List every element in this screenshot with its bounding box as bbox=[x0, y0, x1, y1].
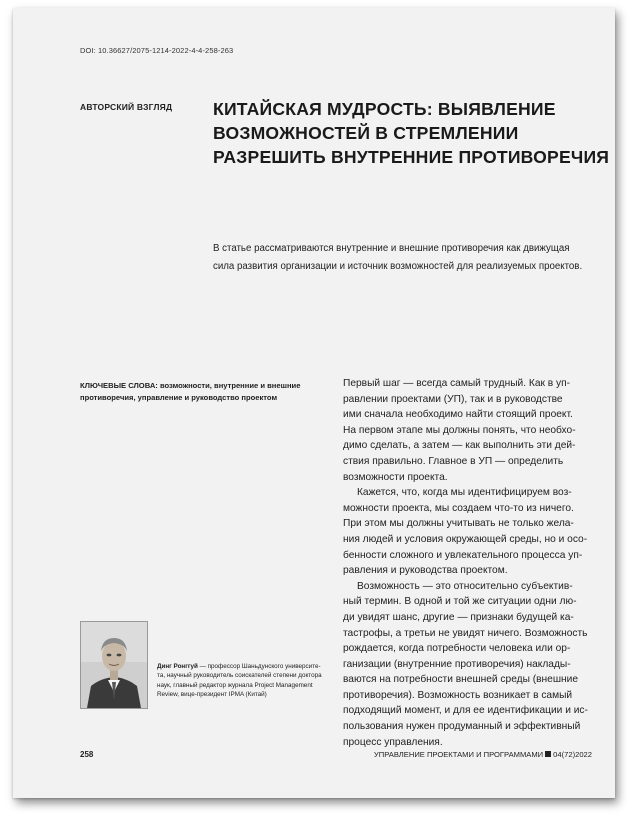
doi: DOI: 10.36627/2075-1214-2022-4-4-258-263 bbox=[80, 46, 234, 55]
author-name: Динг Ронггуй bbox=[157, 663, 198, 670]
title-line: КИТАЙСКАЯ МУДРОСТЬ: ВЫЯВЛЕНИЕ bbox=[213, 99, 556, 119]
body-line: ния людей и условия окружающей среды, но и осо- bbox=[343, 533, 588, 545]
body-line: равления и руководства проектом. bbox=[343, 565, 508, 577]
body-line: При этом мы должны учитывать не только жела- bbox=[343, 518, 574, 530]
page-number: 258 bbox=[80, 750, 94, 759]
body-line: пользования нужен продуманный и эффективный bbox=[343, 721, 581, 733]
bio-line: та, научный руководитель соискателей степени доктора bbox=[157, 672, 322, 680]
article-title bbox=[213, 97, 610, 169]
separator-square-icon bbox=[545, 751, 551, 757]
body-line: тастрофы, а третьи не увидят ничего. Возможность bbox=[343, 627, 588, 639]
body-line: Первый шаг — всегда самый трудный. Как в уп- bbox=[343, 378, 571, 389]
body-line: димо сделать, а затем — как выполнить эти дей- bbox=[343, 440, 576, 452]
body-line: ими сначала необходимо найти стоящий проект. bbox=[343, 409, 573, 421]
rubric: АВТОРСКИЙ ВЗГЛЯД bbox=[80, 102, 173, 112]
body-line: подходящий момент, и для ее идентификации и ис- bbox=[343, 705, 588, 717]
body-line: На первом этапе мы должны понять, что необхо- bbox=[343, 424, 576, 436]
keywords-line: противоречия, управление и руководство проектом bbox=[80, 392, 278, 402]
journal-page bbox=[13, 8, 615, 798]
bio-first-line bbox=[157, 662, 337, 671]
article-body bbox=[343, 376, 608, 750]
bio-line: — профессор Шаньдунского университе- bbox=[197, 663, 321, 670]
body-line: можности проекта, мы создаем что-то из ничего. bbox=[343, 502, 574, 514]
body-line: бенности сложного и увлекательного процесса уп- bbox=[343, 549, 583, 561]
bio-line: наук, главный редактор журнала Project Management bbox=[157, 681, 313, 689]
body-line: ди увидят шанс, другие — признаки будущей ка- bbox=[343, 611, 574, 623]
body-line: ганизации (внутренние противоречия) наклады- bbox=[343, 658, 571, 670]
body-line: процесс управления. bbox=[343, 736, 443, 748]
journal-name: УПРАВЛЕНИЕ ПРОЕКТАМИ И ПРОГРАММАМИ bbox=[373, 750, 544, 759]
bio-line: Review, вице-президент IPMA (Китай) bbox=[157, 691, 267, 699]
body-line: ный термин. В одной и той же ситуации одни лю- bbox=[343, 596, 577, 608]
body-line: Возможность — это относительно субъектив- bbox=[357, 580, 573, 592]
author-bio bbox=[157, 662, 337, 700]
title-line: РАЗРЕШИТЬ ВНУТРЕННИЕ ПРОТИВОРЕЧИЯ bbox=[213, 147, 610, 167]
abstract-line: сила развития организации и источник возможностей для реализуемых проектов. bbox=[213, 261, 583, 272]
journal-issue: 04(72)2022 bbox=[553, 750, 592, 759]
body-line: ваются на потребности внешней среды (внешние bbox=[343, 674, 578, 686]
body-line: возможности проекта. bbox=[343, 471, 448, 483]
body-line: противоречия). Возможность возникает в самый bbox=[343, 689, 573, 701]
body-line: Кажется, что, когда мы идентифицируем воз- bbox=[357, 487, 572, 499]
abstract bbox=[213, 240, 603, 276]
author-portrait-image bbox=[81, 622, 147, 708]
author-photo bbox=[80, 621, 148, 709]
title-line: ВОЗМОЖНОСТЕЙ В СТРЕМЛЕНИИ bbox=[213, 123, 519, 143]
keywords bbox=[80, 380, 330, 403]
journal-footer bbox=[374, 750, 592, 759]
body-line: рождается, когда потребности человека или ор- bbox=[343, 643, 571, 655]
body-line: ствия правильно. Главное в УП — определить bbox=[343, 455, 564, 467]
keywords-line: КЛЮЧЕВЫЕ СЛОВА: возможности, внутренние и внешние bbox=[80, 381, 301, 390]
abstract-line: В статье рассматриваются внутренние и внешние противоречия как движущая bbox=[213, 243, 570, 254]
body-line: равлении проектами (УП), так и в руководстве bbox=[343, 393, 563, 405]
